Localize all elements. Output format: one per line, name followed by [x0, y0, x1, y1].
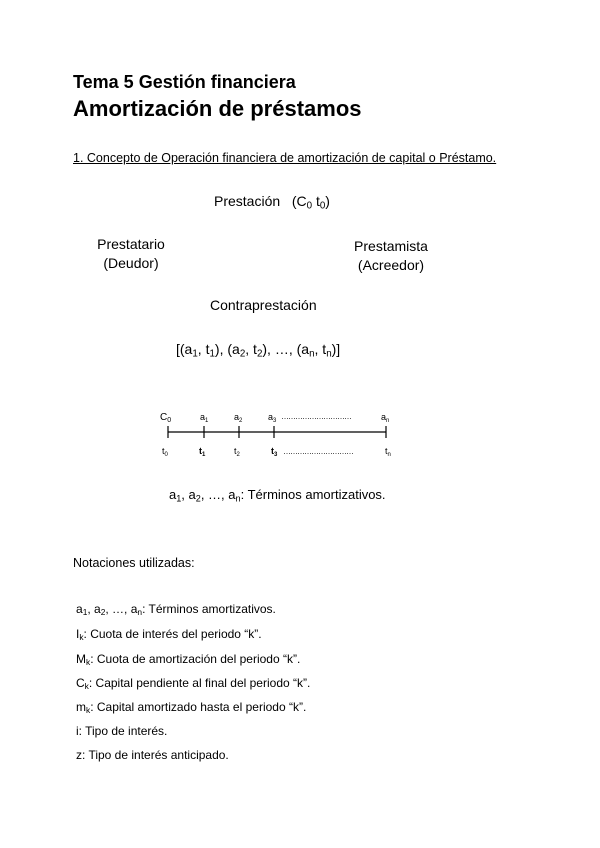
timeline-bottom-label-1: $t_1$ [199, 446, 206, 458]
notation-item: z: Tipo de interés anticipado. [76, 748, 229, 762]
terms-definition: $a_1$, $a_2$, …, $a_n$: Términos amortizativos. [169, 487, 386, 504]
timeline-bottom-label-0: $t_0$ [162, 446, 168, 458]
timeline-bottom-dots: ………………………… [283, 447, 353, 456]
timeline-top-label-3: $a_3$ [268, 412, 277, 424]
prestatario-name: Prestatario [97, 236, 165, 252]
notation-item: $a_1$, $a_2$, …, $a_n$: Términos amortizativos. [76, 602, 276, 618]
timeline-top-label-1: $a_1$ [200, 412, 209, 424]
prestamista-name: Prestamista [354, 238, 428, 254]
timeline-bottom-label-n: $t_n$ [385, 446, 391, 458]
notation-item: $I_k$: Cuota de interés del periodo “k”. [76, 627, 262, 643]
prestamista-role: (Acreedor) [357, 257, 425, 273]
timeline-diagram [150, 404, 410, 464]
page-title: Amortización de préstamos [73, 96, 362, 121]
notations-heading: Notaciones utilizadas: [73, 556, 195, 570]
timeline-top-dots: ………………………… [281, 412, 351, 421]
notation-item: i: Tipo de interés. [76, 724, 168, 738]
notation-item: $m_k$: Capital amortizado hasta el periodo “k”. [76, 700, 307, 716]
notation-item: $C_k$: Capital pendiente al final del periodo “k”. [76, 676, 311, 692]
prestatario-block [90, 235, 172, 273]
timeline-bottom-label-2: $t_2$ [234, 446, 240, 458]
prestamista-block [350, 237, 432, 275]
notation-item: $M_k$: Cuota de amortización del periodo “k”. [76, 652, 301, 668]
prestacion-label: Prestación ($C_0$ $t_0$) [214, 193, 330, 212]
timeline-top-label-2: $a_2$ [234, 412, 243, 424]
timeline-top-label-0: $C_0$ [160, 412, 172, 424]
section-heading: 1. Concepto de Operación financiera de amortización de capital o Préstamo. [73, 151, 497, 165]
payment-sequence: [($a_1$, $t_1$), ($a_2$, $t_2$), …, ($a_n$, $t_n$)] [176, 341, 341, 360]
topic-heading: Tema 5 Gestión financiera [73, 72, 296, 92]
timeline-top-label-n: $a_n$ [381, 412, 390, 424]
prestatario-role: (Deudor) [103, 255, 159, 271]
contraprestacion-label: Contraprestación [210, 297, 317, 313]
timeline-bottom-label-3: $t_3$ [271, 446, 278, 458]
